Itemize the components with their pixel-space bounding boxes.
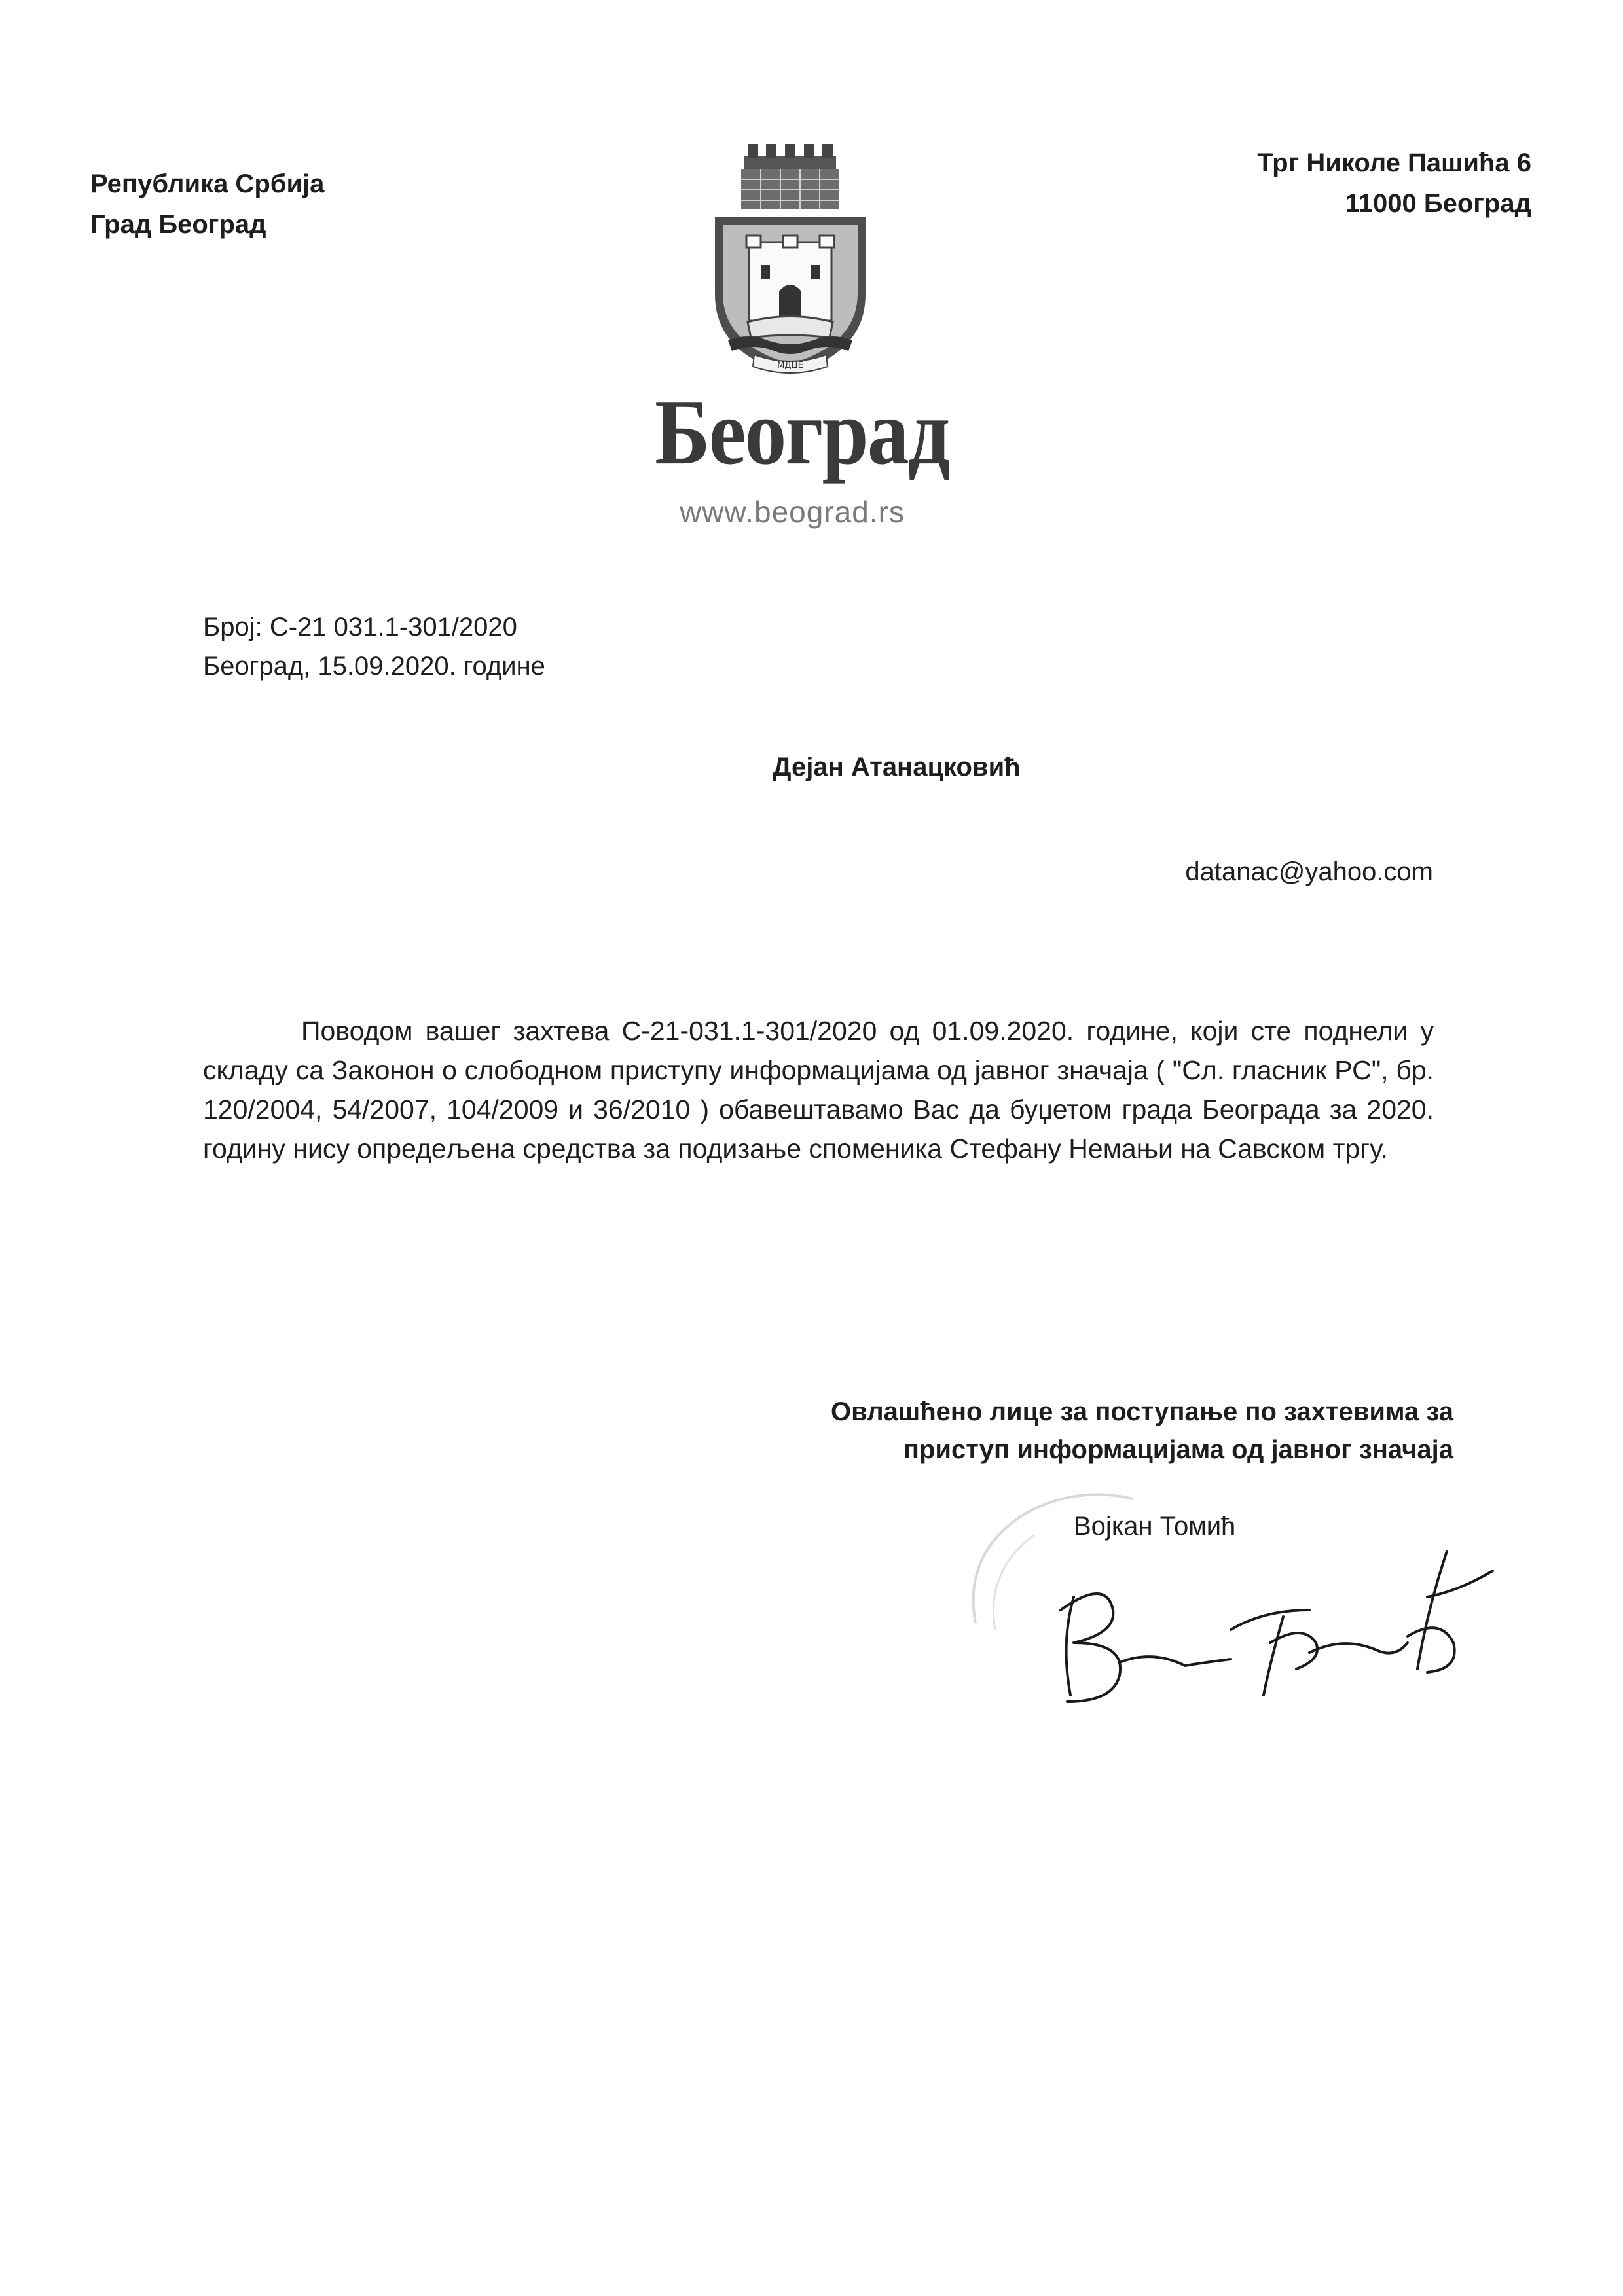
- signatory-title: [753, 1393, 1453, 1469]
- coat-of-arms-icon: [708, 144, 872, 380]
- logo-url: www.beograd.rs: [680, 495, 905, 529]
- sender-address: [90, 164, 324, 245]
- recipient-email: datanac@yahoo.com: [1185, 857, 1433, 886]
- signatory-title-line1: Овлашћено лице за поступање по захтевима за: [831, 1397, 1453, 1426]
- sender-city: Град Београд: [90, 210, 266, 239]
- street-line: Трг Николе Пашића 6: [1257, 149, 1531, 177]
- reference-number: Број: С-21 031.1-301/2020: [203, 613, 517, 641]
- street-address: [1139, 143, 1531, 224]
- signatory-title-line2: приступ информацијама од јавног значаја: [903, 1435, 1453, 1464]
- ribbon-motto: МДЦЕ: [777, 361, 803, 370]
- signatory-name: Војкан Томић: [1074, 1512, 1236, 1541]
- handwritten-signature-icon: [1034, 1512, 1506, 1728]
- logo-wordmark: Београд: [655, 380, 949, 484]
- reference-block: [203, 607, 545, 686]
- letter-body: Поводом вашег захтева С-21-031.1-301/2020 од 01.09.2020. године, који сте поднели у складу са Законон о слободном приступу информацијама од јавног значаја ( "Сл. гласник РС", бр. 120/2004, 54/2007, 104/2009 и 36/2010 ) обавештавамо Вас да буџетом града Београда за 2020. годину нису опредељена средства за подизање споменика Стефану Немањи на Савском тргу.: [203, 1016, 1434, 1164]
- recipient-name: Дејан Атанацковић: [773, 753, 1021, 781]
- postal-city-line: 11000 Београд: [1345, 189, 1531, 218]
- sender-country: Република Србија: [90, 170, 325, 198]
- belgrade-logo: [655, 144, 949, 537]
- reference-date: Београд, 15.09.2020. године: [203, 652, 545, 681]
